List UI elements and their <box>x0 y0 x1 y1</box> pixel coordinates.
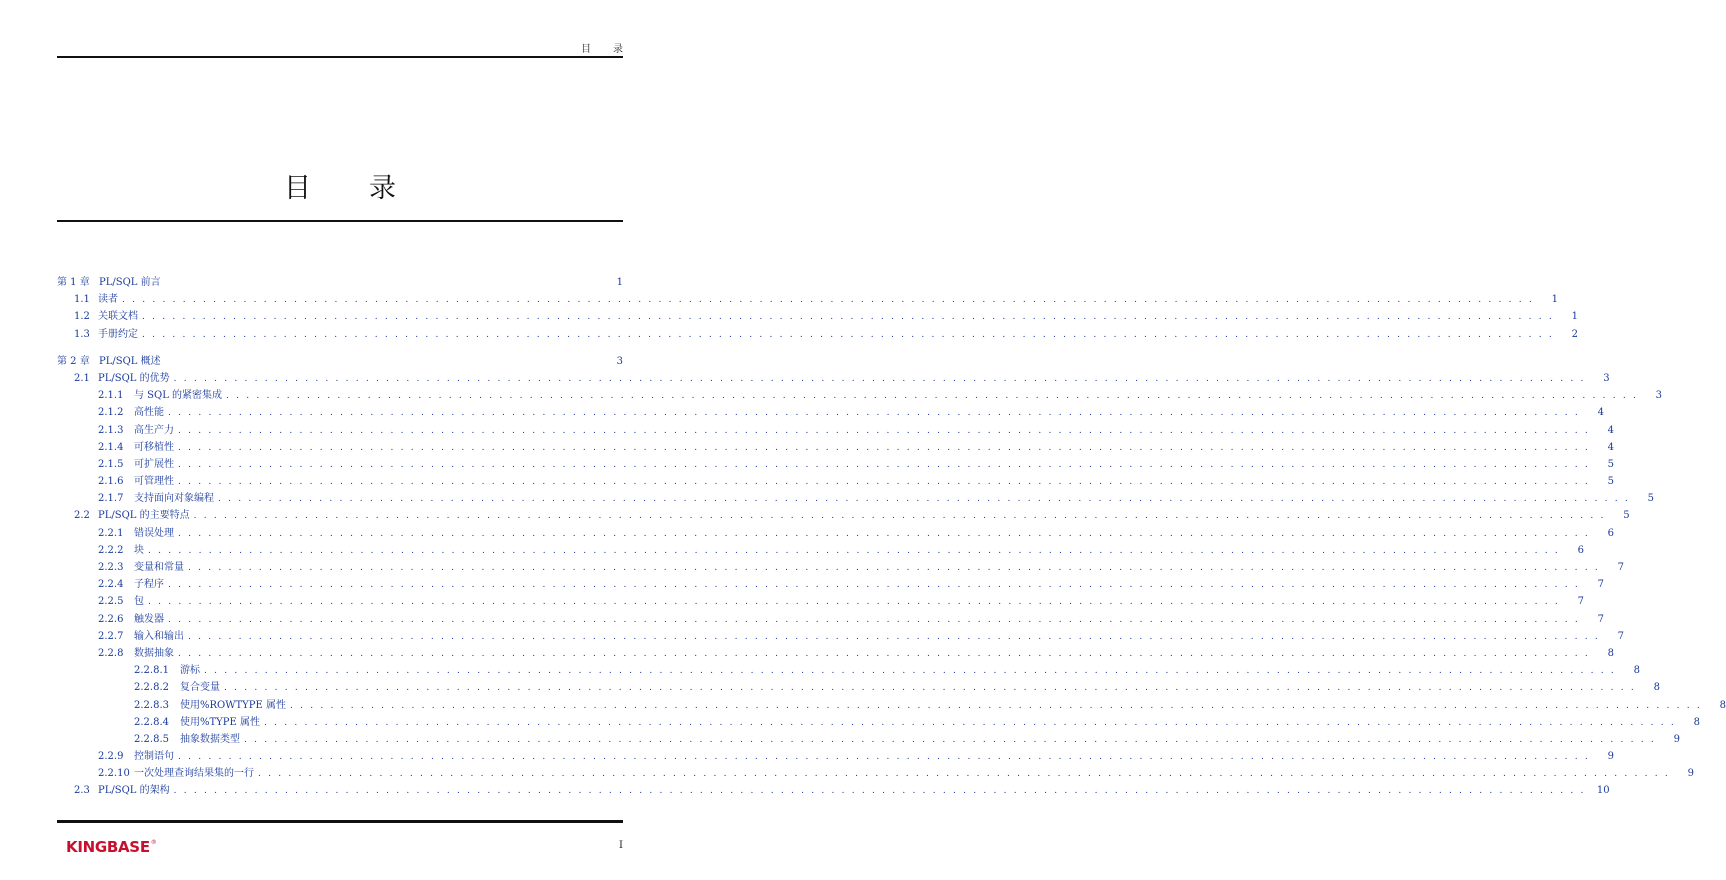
toc-dot-leader: . . . . . . . . . . . . . . . . . . . . . . . . . . . . . . . . . . . . . . . . . . . . . . . . . . . . . . . . . . . . . . . . . . . . . . . . . . . . . . . . . . . . . . . . . . . . . . . . . . . . . . . . . . . . . . . . . . . . . . . . . . . . . . . . . . . . . . . . . . . . <box>168 614 1580 625</box>
toc-entry-page: 6 <box>1577 544 1584 556</box>
toc-entry-number: 2.2.6 <box>98 613 124 625</box>
header-label-left: 目 <box>581 44 591 55</box>
toc-entry[interactable] <box>57 714 1700 731</box>
toc-entry-page: 8 <box>1607 647 1614 659</box>
toc-dot-leader: . . . . . . . . . . . . . . . . . . . . . . . . . . . . . . . . . . . . . . . . . . . . . . . . . . . . . . . . . . . . . . . . . . . . . . . . . . . . . . . . . . . . . . . . . . . . . . . . . . . . . . . . . . . . . . . . . . . . . . . . . . . . . . . . . . . . . . . . . . . . <box>142 312 1554 323</box>
toc-entry[interactable] <box>57 731 1680 748</box>
toc-entry-number: 2.1.6 <box>98 476 124 488</box>
toc-entry-title: 复合变量 <box>180 682 220 694</box>
toc-entry-number: 2.1.4 <box>98 441 124 453</box>
kingbase-logo <box>66 838 157 856</box>
toc-entry-number: 2.1.2 <box>98 407 124 419</box>
toc-entry-number: 2.2.9 <box>98 751 124 763</box>
toc-entry[interactable] <box>57 628 1624 645</box>
toc-chapter-entry[interactable] <box>57 353 623 370</box>
toc-entry-title: PL/SQL 的架构 <box>98 785 170 797</box>
toc-entry-number: 2.3 <box>74 785 90 797</box>
toc-entry-page: 10 <box>1596 785 1610 797</box>
toc-entry-page: 8 <box>1693 716 1700 728</box>
toc-chapter-entry[interactable] <box>57 274 623 291</box>
toc-entry-title: 可管理性 <box>134 476 174 488</box>
toc-dot-leader: . . . . . . . . . . . . . . . . . . . . . . . . . . . . . . . . . . . . . . . . . . . . . . . . . . . . . . . . . . . . . . . . . . . . . . . . . . . . . . . . . . . . . . . . . . . . . . . . . . . . . . . . . . . . . . . . . . . . . . . . . . . . . . . . . . . . . . . . . . . . <box>178 528 1590 539</box>
toc-dot-leader: . . . . . . . . . . . . . . . . . . . . . . . . . . . . . . . . . . . . . . . . . . . . . . . . . . . . . . . . . . . . . . . . . . . . . . . . . . . . . . . . . . . . . . . . . . . . . . . . . . . . . . . . . . . . . . . . . . . . . . . . . . . . . . . . . . . . . . . . . . . . <box>178 752 1590 763</box>
toc-entry-page: 1 <box>1571 311 1578 323</box>
toc-dot-leader: . . . . . . . . . . . . . . . . . . . . . . . . . . . . . . . . . . . . . . . . . . . . . . . . . . . . . . . . . . . . . . . . . . . . . . . . . . . . . . . . . . . . . . . . . . . . . . . . . . . . . . . . . . . . . . . . . . . . . . . . . . . . . . . . . . . . . . . . . . . . <box>204 666 1616 677</box>
toc-entry-number: 2.1.7 <box>98 493 124 505</box>
toc-entry-title: 游标 <box>180 665 200 677</box>
toc-entry-number: 2.1 <box>74 372 90 384</box>
toc-entry-page: 3 <box>616 355 623 367</box>
toc-entry[interactable] <box>57 422 1614 439</box>
toc-entry[interactable] <box>57 404 1604 421</box>
toc-entry-page: 9 <box>1687 768 1694 780</box>
toc-dot-leader: . . . . . . . . . . . . . . . . . . . . . . . . . . . . . . . . . . . . . . . . . . . . . . . . . . . . . . . . . . . . . . . . . . . . . . . . . . . . . . . . . . . . . . . . . . . . . . . . . . . . . . . . . . . . . . . . . . . . . . . . . . . . . . . . . . . . . . . . . . . . <box>122 295 1534 306</box>
toc-entry-number: 2.2.3 <box>98 562 124 573</box>
toc-entry-title: PL/SQL 的优势 <box>98 372 170 384</box>
toc-entry-title: 包 <box>134 596 144 608</box>
toc-entry-title: 使用%ROWTYPE 属性 <box>180 699 286 711</box>
toc-dot-leader: . . . . . . . . . . . . . . . . . . . . . . . . . . . . . . . . . . . . . . . . . . . . . . . . . . . . . . . . . . . . . . . . . . . . . . . . . . . . . . . . . . . . . . . . . . . . . . . . . . . . . . . . . . . . . . . . . . . . . . . . . . . . . . . . . . . . . . . . . . . . <box>178 477 1590 488</box>
toc-entry-page: 5 <box>1607 458 1614 470</box>
toc-entry-number: 2.2.8.3 <box>134 699 169 711</box>
toc-entry[interactable] <box>57 645 1614 662</box>
toc-entry-page: 1 <box>1551 294 1558 306</box>
toc-entry-number: 2.2.2 <box>98 544 124 556</box>
toc-entry[interactable] <box>57 748 1614 765</box>
toc-entry-title: 子程序 <box>134 579 164 591</box>
toc-entry[interactable] <box>57 576 1604 593</box>
toc-entry-title: 读者 <box>98 294 118 306</box>
toc-entry[interactable] <box>57 473 1614 490</box>
footer-rule <box>57 820 623 823</box>
toc-entry-number: 2.2.10 <box>98 768 130 780</box>
toc-entry-page: 4 <box>1607 424 1614 436</box>
toc-entry-page: 8 <box>1719 699 1726 711</box>
toc-dot-leader: . . . . . . . . . . . . . . . . . . . . . . . . . . . . . . . . . . . . . . . . . . . . . . . . . . . . . . . . . . . . . . . . . . . . . . . . . . . . . . . . . . . . . . . . . . . . . . . . . . . . . . . . . . . . . . . . . . . . . . . . . . . . . . . . . . . . . . . . . . . . <box>258 769 1670 780</box>
toc-entry[interactable] <box>57 611 1604 628</box>
toc-entry[interactable] <box>57 370 1610 387</box>
toc-entry-title: 变量和常量 <box>134 562 184 573</box>
toc-entry[interactable] <box>57 542 1584 559</box>
toc-dot-leader: . . . . . . . . . . . . . . . . . . . . . . . . . . . . . . . . . . . . . . . . . . . . . . . . . . . . . . . . . . . . . . . . . . . . . . . . . . . . . . . . . . . . . . . . . . . . . . . . . . . . . . . . . . . . . . . . . . . . . . . . . . . . . . . . . . . . . . . . . . . . <box>178 442 1590 453</box>
toc-dot-leader: . . . . . . . . . . . . . . . . . . . . . . . . . . . . . . . . . . . . . . . . . . . . . . . . . . . . . . . . . . . . . . . . . . . . . . . . . . . . . . . . . . . . . . . . . . . . . . . . . . . . . . . . . . . . . . . . . . . . . . . . . . . . . . . . . . . . . . . . . . . . <box>148 545 1560 556</box>
toc-entry-page: 8 <box>1633 665 1640 677</box>
toc-dot-leader: . . . . . . . . . . . . . . . . . . . . . . . . . . . . . . . . . . . . . . . . . . . . . . . . . . . . . . . . . . . . . . . . . . . . . . . . . . . . . . . . . . . . . . . . . . . . . . . . . . . . . . . . . . . . . . . . . . . . . . . . . . . . . . . . . . . . . . . . . . . . <box>173 786 1586 797</box>
toc-entry-title: 高性能 <box>134 407 164 419</box>
toc-entry-page: 5 <box>1647 493 1654 505</box>
toc-entry-number: 2.2.8.5 <box>134 733 169 745</box>
toc-dot-leader: . . . . . . . . . . . . . . . . . . . . . . . . . . . . . . . . . . . . . . . . . . . . . . . . . . . . . . . . . . . . . . . . . . . . . . . . . . . . . . . . . . . . . . . . . . . . . . . . . . . . . . . . . . . . . . . . . . . . . . . . . . . . . . . . . . . . . . . . . . . . <box>244 734 1656 745</box>
toc-entry-page: 5 <box>1623 510 1630 522</box>
toc-entry-page: 4 <box>1607 441 1614 453</box>
toc-entry-number: 2.2.1 <box>98 527 124 539</box>
toc-entry-title: 手册约定 <box>98 328 138 340</box>
running-header <box>581 40 623 55</box>
toc-dot-leader: . . . . . . . . . . . . . . . . . . . . . . . . . . . . . . . . . . . . . . . . . . . . . . . . . . . . . . . . . . . . . . . . . . . . . . . . . . . . . . . . . . . . . . . . . . . . . . . . . . . . . . . . . . . . . . . . . . . . . . . . . . . . . . . . . . . . . . . . . . . . <box>263 717 1676 728</box>
toc-entry-page: 7 <box>1597 613 1604 625</box>
toc-entry-title: 数据抽象 <box>134 647 174 659</box>
toc-entry-title: 触发器 <box>134 613 164 625</box>
toc-entry-title: 使用%TYPE 属性 <box>180 716 260 728</box>
toc-entry[interactable] <box>57 291 1558 308</box>
toc-entry-title: 块 <box>134 544 144 556</box>
toc-entry-page: 3 <box>1603 372 1610 384</box>
toc-entry[interactable] <box>57 308 1578 325</box>
toc-entry[interactable] <box>57 490 1654 507</box>
toc-entry[interactable] <box>57 679 1660 696</box>
toc-entry-number: 2.2.8.2 <box>134 682 169 694</box>
toc-entry-title: 输入和输出 <box>134 630 184 642</box>
toc-entry[interactable] <box>57 525 1614 542</box>
registered-mark: ® <box>150 839 157 846</box>
toc-entry-number: 第 2 章 <box>57 355 90 367</box>
page-title-right: 录 <box>369 173 396 204</box>
toc-entry[interactable] <box>57 782 1610 799</box>
toc-entry[interactable] <box>57 765 1694 782</box>
toc-entry-page: 7 <box>1597 579 1604 591</box>
title-rule <box>57 220 623 222</box>
toc-entry-page: 8 <box>1653 682 1660 694</box>
toc-entry-page: 7 <box>1617 630 1624 642</box>
toc-entry-number: 2.1.5 <box>98 458 124 470</box>
toc-dot-leader: . . . . . . . . . . . . . . . . . . . . . . . . . . . . . . . . . . . . . . . . . . . . . . . . . . . . . . . . . . . . . . . . . . . . . . . . . . . . . . . . . . . . . . . . . . . . . . . . . . . . . . . . . . . . . . . . . . . . . . . . . . . . . . . . . . . . . . . . . . . . <box>178 459 1590 470</box>
toc-entry-number: 2.2.7 <box>98 630 124 642</box>
toc-entry-number: 2.2.8.1 <box>134 665 169 677</box>
toc-entry-title: 与 SQL 的紧密集成 <box>134 390 223 402</box>
toc-entry[interactable] <box>57 456 1614 473</box>
toc-dot-leader: . . . . . . . . . . . . . . . . . . . . . . . . . . . . . . . . . . . . . . . . . . . . . . . . . . . . . . . . . . . . . . . . . . . . . . . . . . . . . . . . . . . . . . . . . . . . . . . . . . . . . . . . . . . . . . . . . . . . . . . . . . . . . . . . . . . . . . . . . . . . <box>188 631 1600 642</box>
toc-entry-page: 9 <box>1673 733 1680 745</box>
toc-entry-page: 3 <box>1655 390 1663 402</box>
toc-entry[interactable] <box>57 439 1614 456</box>
toc-entry-number: 1.1 <box>74 294 90 306</box>
toc-entry-page: 2 <box>1571 328 1578 340</box>
toc-dot-leader: . . . . . . . . . . . . . . . . . . . . . . . . . . . . . . . . . . . . . . . . . . . . . . . . . . . . . . . . . . . . . . . . . . . . . . . . . . . . . . . . . . . . . . . . . . . . . . . . . . . . . . . . . . . . . . . . . . . . . . . . . . . . . . . . . . . . . . . . . . . . <box>178 425 1590 436</box>
toc-dot-leader: . . . . . . . . . . . . . . . . . . . . . . . . . . . . . . . . . . . . . . . . . . . . . . . . . . . . . . . . . . . . . . . . . . . . . . . . . . . . . . . . . . . . . . . . . . . . . . . . . . . . . . . . . . . . . . . . . . . . . . . . . . . . . . . . . . . . . . . . . . . . <box>224 683 1636 694</box>
toc-dot-leader: . . . . . . . . . . . . . . . . . . . . . . . . . . . . . . . . . . . . . . . . . . . . . . . . . . . . . . . . . . . . . . . . . . . . . . . . . . . . . . . . . . . . . . . . . . . . . . . . . . . . . . . . . . . . . . . . . . . . . . . . . . . . . . . . . . . . . . . . . . . . <box>188 563 1600 573</box>
toc-dot-leader: . . . . . . . . . . . . . . . . . . . . . . . . . . . . . . . . . . . . . . . . . . . . . . . . . . . . . . . . . . . . . . . . . . . . . . . . . . . . . . . . . . . . . . . . . . . . . . . . . . . . . . . . . . . . . . . . . . . . . . . . . . . . . . . . . . . . . . . . . . . . <box>173 373 1586 384</box>
toc-entry[interactable] <box>57 662 1640 679</box>
toc-entry[interactable] <box>57 593 1584 610</box>
toc-entry-number: 2.1.1 <box>98 390 124 402</box>
toc-entry-page: 9 <box>1607 751 1614 763</box>
toc-dot-leader: . . . . . . . . . . . . . . . . . . . . . . . . . . . . . . . . . . . . . . . . . . . . . . . . . . . . . . . . . . . . . . . . . . . . . . . . . . . . . . . . . . . . . . . . . . . . . . . . . . . . . . . . . . . . . . . . . . . . . . . . . . . . . . . . . . . . . . . . . . . . <box>218 494 1630 505</box>
toc-entry-page: 7 <box>1617 562 1624 573</box>
toc-entry[interactable] <box>57 326 1578 343</box>
header-label-right: 录 <box>613 44 623 55</box>
toc-entry-page: 4 <box>1597 407 1604 419</box>
toc-entry-number: 1.3 <box>74 328 90 340</box>
toc-entry-page: 5 <box>1607 476 1614 488</box>
toc-entry-page: 6 <box>1607 527 1614 539</box>
toc-entry[interactable] <box>57 387 1663 404</box>
toc-entry-number: 1.2 <box>74 311 90 323</box>
toc-dot-leader: . . . . . . . . . . . . . . . . . . . . . . . . . . . . . . . . . . . . . . . . . . . . . . . . . . . . . . . . . . . . . . . . . . . . . . . . . . . . . . . . . . . . . . . . . . . . . . . . . . . . . . . . . . . . . . . . . . . . . . . . . . . . . . . . . . . . . . . . . . . . <box>142 329 1554 340</box>
toc-dot-leader: . . . . . . . . . . . . . . . . . . . . . . . . . . . . . . . . . . . . . . . . . . . . . . . . . . . . . . . . . . . . . . . . . . . . . . . . . . . . . . . . . . . . . . . . . . . . . . . . . . . . . . . . . . . . . . . . . . . . . . . . . . . . . . . . . . . . . . . . . . . . <box>193 511 1606 522</box>
toc-entry-number: 2.2.5 <box>98 596 124 608</box>
toc-entry-title: 支持面向对象编程 <box>134 493 214 505</box>
toc-entry[interactable] <box>57 697 1726 714</box>
toc-entry-page: 1 <box>616 277 623 288</box>
toc-entry-title: 控制语句 <box>134 751 174 763</box>
toc-entry-title: 错误处理 <box>134 527 174 539</box>
toc-entry-title: 一次处理查询结果集的一行 <box>134 768 254 780</box>
toc-entry-title: 可扩展性 <box>134 458 174 470</box>
logo-text: KINGBASE <box>66 838 150 856</box>
toc-dot-leader: . . . . . . . . . . . . . . . . . . . . . . . . . . . . . . . . . . . . . . . . . . . . . . . . . . . . . . . . . . . . . . . . . . . . . . . . . . . . . . . . . . . . . . . . . . . . . . . . . . . . . . . . . . . . . . . . . . . . . . . . . . . . . . . . . . . . . . . . . . . . <box>226 391 1639 402</box>
toc-entry-title: PL/SQL 前言 <box>99 277 161 288</box>
toc-entry-title: PL/SQL 概述 <box>99 355 161 367</box>
toc-entry[interactable] <box>57 507 1630 524</box>
footer-page-number: I <box>619 840 623 851</box>
page-title <box>0 166 680 205</box>
toc-entry-number: 2.2 <box>74 510 90 522</box>
header-rule <box>57 56 623 58</box>
toc-entry-page: 7 <box>1577 596 1584 608</box>
toc-dot-leader: . . . . . . . . . . . . . . . . . . . . . . . . . . . . . . . . . . . . . . . . . . . . . . . . . . . . . . . . . . . . . . . . . . . . . . . . . . . . . . . . . . . . . . . . . . . . . . . . . . . . . . . . . . . . . . . . . . . . . . . . . . . . . . . . . . . . . . . . . . . . <box>290 700 1702 711</box>
toc-entry-number: 2.2.8.4 <box>134 716 169 728</box>
toc-dot-leader: . . . . . . . . . . . . . . . . . . . . . . . . . . . . . . . . . . . . . . . . . . . . . . . . . . . . . . . . . . . . . . . . . . . . . . . . . . . . . . . . . . . . . . . . . . . . . . . . . . . . . . . . . . . . . . . . . . . . . . . . . . . . . . . . . . . . . . . . . . . . <box>178 648 1590 659</box>
toc-entry-title: 高生产力 <box>134 424 174 436</box>
toc-entry-number: 2.2.8 <box>98 647 124 659</box>
toc-entry[interactable] <box>57 559 1624 576</box>
toc-dot-leader: . . . . . . . . . . . . . . . . . . . . . . . . . . . . . . . . . . . . . . . . . . . . . . . . . . . . . . . . . . . . . . . . . . . . . . . . . . . . . . . . . . . . . . . . . . . . . . . . . . . . . . . . . . . . . . . . . . . . . . . . . . . . . . . . . . . . . . . . . . . . <box>168 408 1580 419</box>
page-title-left: 目 <box>284 173 311 204</box>
toc-entry-title: 关联文档 <box>98 311 138 323</box>
toc-entry-title: 抽象数据类型 <box>180 733 240 745</box>
table-of-contents <box>57 274 1726 800</box>
toc-entry-title: 可移植性 <box>134 441 174 453</box>
toc-dot-leader: . . . . . . . . . . . . . . . . . . . . . . . . . . . . . . . . . . . . . . . . . . . . . . . . . . . . . . . . . . . . . . . . . . . . . . . . . . . . . . . . . . . . . . . . . . . . . . . . . . . . . . . . . . . . . . . . . . . . . . . . . . . . . . . . . . . . . . . . . . . . <box>148 597 1560 608</box>
toc-entry-number: 2.1.3 <box>98 424 124 436</box>
toc-dot-leader: . . . . . . . . . . . . . . . . . . . . . . . . . . . . . . . . . . . . . . . . . . . . . . . . . . . . . . . . . . . . . . . . . . . . . . . . . . . . . . . . . . . . . . . . . . . . . . . . . . . . . . . . . . . . . . . . . . . . . . . . . . . . . . . . . . . . . . . . . . . . <box>168 580 1580 591</box>
toc-entry-number: 2.2.4 <box>98 579 124 591</box>
toc-entry-title: PL/SQL 的主要特点 <box>98 510 190 522</box>
toc-entry-number: 第 1 章 <box>57 277 90 288</box>
